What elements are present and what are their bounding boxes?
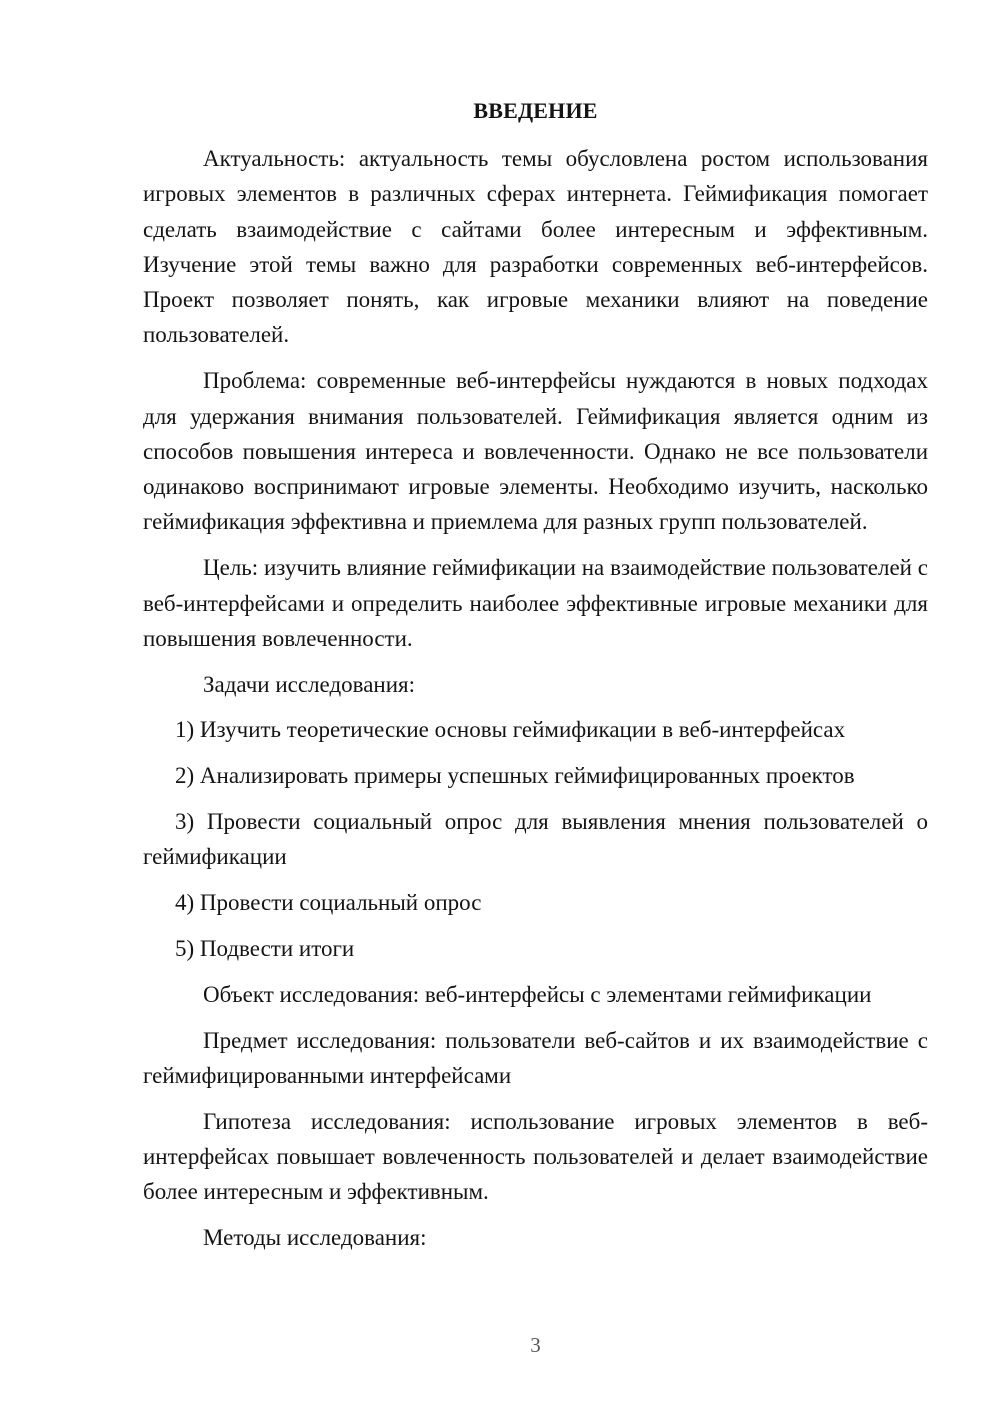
paragraph-methods: Методы исследования:	[203, 1225, 427, 1251]
paragraph-goal: Цель: изучить влияние геймификации на взаимодействие пользователей с веб-интерфейсами и определить наиболее эффективные игровые механики для повышения вовлеченности.	[143, 555, 928, 651]
page-number: 3	[530, 1333, 541, 1357]
paragraph-tasks-heading: Задачи исследования:	[203, 671, 416, 697]
task-item-5: 5) Подвести итоги	[175, 935, 355, 961]
task-item-2: 2) Анализировать примеры успешных геймифицированных проектов	[175, 763, 855, 789]
paragraph-subject: Предмет исследования: пользователи веб-сайтов и их взаимодействие с геймифицированными интерфейсами	[143, 1027, 928, 1088]
page-content	[143, 96, 928, 1266]
section-heading: ВВЕДЕНИЕ	[473, 98, 598, 123]
paragraph-problem: Проблема: современные веб-интерфейсы нуждаются в новых подходах для удержания внимания пользователей. Геймификация является одним из способов повышения интереса и вовлеченности. Однако не все пользователи одинаково воспринимают игровые элементы. Необходимо изучить, насколько геймификация эффективна и приемлема для разных групп пользователей.	[143, 368, 928, 535]
task-item-1: 1) Изучить теоретические основы геймификации в веб-интерфейсах	[175, 717, 846, 743]
task-item-4: 4) Провести социальный опрос	[175, 890, 482, 916]
task-item-3: 3) Провести социальный опрос для выявления мнения пользователей о геймификации	[143, 809, 928, 870]
paragraph-relevance: Актуальность: актуальность темы обусловлена ростом использования игровых элементов в различных сферах интернета. Геймификация помогает сделать взаимодействие с сайтами более интересным и эффективным. Изучение этой темы важно для разработки современных веб-интерфейсов. Проект позволяет понять, как игровые механики влияют на поведение пользователей.	[143, 146, 928, 348]
paragraph-hypothesis: Гипотеза исследования: использование игровых элементов в веб-интерфейсах повышает вовлеченность пользователей и делает взаимодействие более интересным и эффективным.	[143, 1108, 928, 1205]
paragraph-object: Объект исследования: веб-интерфейсы с элементами геймификации	[203, 981, 872, 1007]
